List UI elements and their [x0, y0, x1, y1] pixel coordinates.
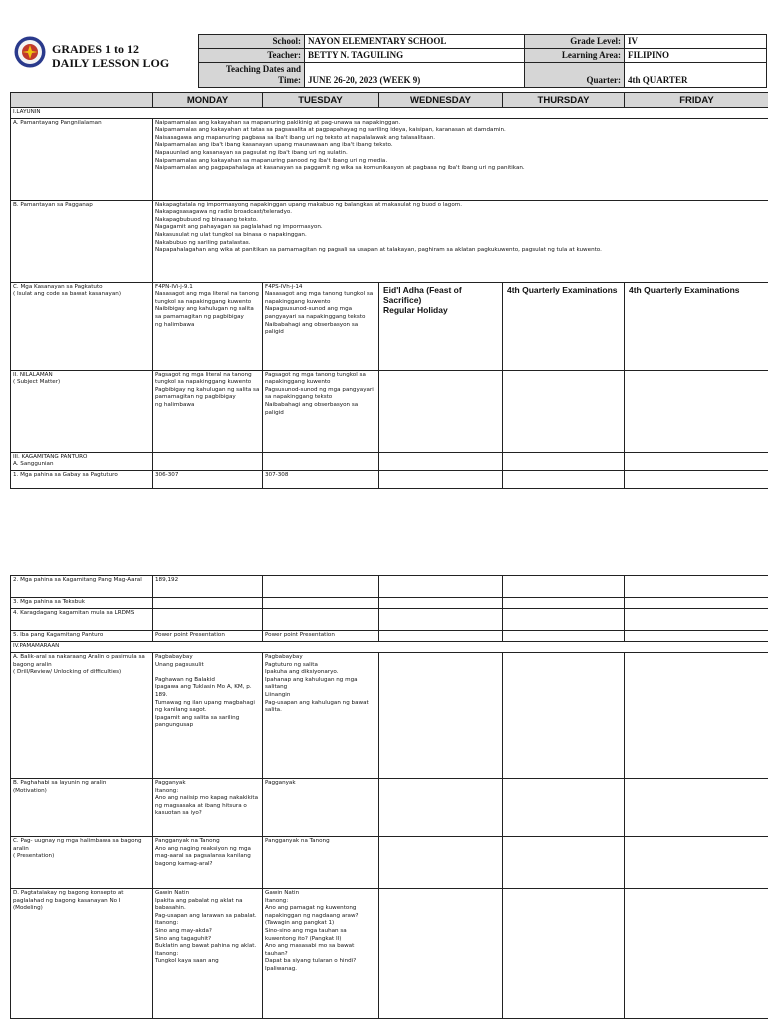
gabay-tuesday: 307-308	[263, 470, 379, 488]
kasanayan-monday: F4PN-IVi-j-9.1 Nasasagot ang mga literal na tanong tungkol sa napakinggang kuwento Naibibigay ang kahulugan ng salita sa pamamagitan ng pagbibigay ng halimbawa	[153, 282, 263, 370]
gabay-friday	[625, 470, 768, 488]
quarter-value: 4th QUARTER	[625, 63, 767, 88]
area-label: Learning Area:	[525, 49, 625, 63]
day-monday: MONDAY	[153, 93, 263, 108]
pamamaraan-heading: IV.PAMAMARAAN	[11, 642, 768, 653]
paghahabi-label: B. Paghahabi sa layunin ng aralin (Motivation)	[11, 779, 153, 837]
pamantayang-pangnilalaman-text: Naipamamalas ang kakayahan sa mapanuring pakikinig at pag-unawa sa napakinggan. Naipamamalas ang kakayahan at tatas sa pagsasalita at pagpapahayag ng sariling ideya, kaisipan, karanasan at damdamin. Naisasagawa ang mapanuring pagbasa sa iba't ibang uri ng teksto at napalalawak ang talasalitaan. Naipamamalas ang iba't ibang kasanayan upang maunawaan ang iba't ibang teksto. Napauunlad ang kasanayan sa pagsulat ng iba't ibang uri ng sulatin. Naipamamalas ang kakayahan sa mapanuring panood ng iba't ibang uri ng media. Naipamamalas ang pagpapahalaga at kasanayan sa paggamit ng wika sa komunikasyon at pagbasa ng iba't ibang uri ng panitikan.	[153, 118, 768, 200]
nilalaman-tuesday: Pagsagot ng mga tanong tungkol sa napakinggang kuwento Pagsusunod-sunod ng mga pangyayari sa napakinggang teksto Naibabahagi ang obserbasyon sa paligid	[263, 370, 379, 452]
layunin-heading: I.LAYUNIN	[11, 108, 768, 119]
kagamitang-wednesday	[379, 452, 503, 470]
lesson-log-table-continued	[10, 575, 768, 1019]
iba-pang-kagamitan-monday: Power point Presentation	[153, 631, 263, 642]
gabay-thursday	[503, 470, 625, 488]
teacher-label: Teacher:	[199, 49, 305, 63]
school-label: School:	[199, 35, 305, 49]
kasanayan-wednesday: Eid'l Adha (Feast of Sacrifice) Regular Holiday	[379, 282, 503, 370]
day-friday: FRIDAY	[625, 93, 768, 108]
pag-uugnay-tuesday: Pangganyak na Tanong	[263, 837, 379, 889]
nilalaman-friday	[625, 370, 768, 452]
gabay-wednesday	[379, 470, 503, 488]
kagamitang-panturo-label: III. KAGAMITANG PANTURO A. Sanggunian	[11, 452, 153, 470]
pagtatalakay-monday: Gawin Natin Ipakita ang pabalat ng aklat na babasahin. Pag-usapan ang larawan sa pabalat. Itanong: Sino ang may-akda? Sino ang tagaguhit? Buklatin ang bawat pahina ng aklat. Itanong: Tungkol kaya saan ang	[153, 889, 263, 1019]
pagtatalakay-tuesday: Gawin Natin Itanong: Ano ang pamagat ng kuwentong napakinggan ng nagdaang araw? (Tawagin ang pangkat 1) Sino-sino ang mga tauhan sa kuwentong ito? (Pangkat II) Ano ang masasabi mo sa bawat tauhan? Dapat ba siyang tularan o hindi? Ipaliwanag.	[263, 889, 379, 1019]
pamantayang-pangnilalaman-label: A. Pamantayang Pangnilalaman	[11, 118, 153, 200]
nilalaman-wednesday	[379, 370, 503, 452]
nilalaman-monday: Pagsagot ng mga literal na tanong tungkol sa napakinggang kuwento Pagbibigay ng kahulugan ng salita sa pamamagitan ng pagbibigay ng halimbawa	[153, 370, 263, 452]
day-wednesday: WEDNESDAY	[379, 93, 503, 108]
dates-label: Teaching Dates and Time:	[199, 63, 305, 88]
kagamitang-pang-mag-aaral-label: 2. Mga pahina sa Kagamitang Pang Mag-Aaral	[11, 576, 153, 598]
deped-seal-icon	[14, 36, 46, 68]
kagamitang-monday	[153, 452, 263, 470]
paghahabi-monday: Pagganyak Itanong: Ano ang naiisip mo kapag nakakikita ng magsasaka at ibang hitsura o kasuotan sa iyo?	[153, 779, 263, 837]
title-line-2: DAILY LESSON LOG	[52, 56, 170, 70]
nilalaman-thursday	[503, 370, 625, 452]
kasanayan-label: C. Mga Kasanayan sa Pagkatuto ( Isulat ang code sa bawat kasanayan)	[11, 282, 153, 370]
kagamitang-friday	[625, 452, 768, 470]
iba-pang-kagamitan-tuesday: Power point Presentation	[263, 631, 379, 642]
kagamitang-tuesday	[263, 452, 379, 470]
teksbuk-label: 3. Mga pahina sa Teksbuk	[11, 598, 153, 609]
lrdms-label: 4. Karagdagang kagamitan mula sa LRDMS	[11, 609, 153, 631]
grade-value: IV	[625, 35, 767, 49]
kasanayan-tuesday: F4PS-IVh-j-14 Nasasagot ang mga tanong tungkol sa napakinggang kuwento Napagsusunod-sunod ang mga pangyayari sa napakinggang teksto Naibabahagi ang obserbasyon sa paligid	[263, 282, 379, 370]
balik-aral-tuesday: Pagbabaybay Pagtuturo ng salita Ipakuha ang diksiyonaryo. Ipahanap ang kahulugan ng mga salitang Liinangin Pag-usapan ang kahulugan ng bawat salita.	[263, 653, 379, 779]
pagtatalakay-label: D. Pagtatalakay ng bagong konsepto at paglalahad ng bagong kasanayan No I (Modeling)	[11, 889, 153, 1019]
title-line-1: GRADES 1 to 12	[52, 42, 140, 56]
log-title	[52, 42, 169, 70]
pag-uugnay-monday: Pangganyak na Tanong Ano ang naging reaksiyon ng mga mag-aaral sa pagsalansa kanilang bagong kamag-aral?	[153, 837, 263, 889]
gabay-monday: 306-307	[153, 470, 263, 488]
pamantayan-pagganap-label: B. Pamantayan sa Pagganap	[11, 200, 153, 282]
balik-aral-monday: Pagbabaybay Unang pagsusulit Paghawan ng Balakid Ipagawa ang Tuklasin Mo A, KM, p. 189. Tumawag ng ilan upang magbahagi ng kanilang sagot. Ipagamit ang salita sa sariling pangungusap	[153, 653, 263, 779]
kasanayan-friday: 4th Quarterly Examinations	[625, 282, 768, 370]
kagamitang-thursday	[503, 452, 625, 470]
paghahabi-tuesday: Pagganyak	[263, 779, 379, 837]
teacher-value: BETTY N. TAGUILING	[305, 49, 525, 63]
quarter-label: Quarter:	[525, 63, 625, 88]
pamantayan-pagganap-text: Nakapagtatala ng impormasyong napakinggan upang makabuo ng balangkas at makasulat ng buod o lagom. Nakapagsasagawa ng radio broadcast/teleradyo. Nakapagbubuod ng binasang teksto. Nagagamit ang pahayagan sa paglalahad ng impormasyon. Nakasusulat ng ulat tungkol sa binasa o napakinggan. Nakabubuo ng sariling patalastas. Napapahalagahan ang wika at panitikan sa pamamagitan ng pagsali sa usapan at talakayan, paghiram sa aklatan pagkukuwento, pagsulat ng tula at kuwento.	[153, 200, 768, 282]
grade-label: Grade Level:	[525, 35, 625, 49]
lesson-log-table	[10, 92, 768, 489]
dates-value: JUNE 26-20, 2023 (WEEK 9)	[305, 63, 525, 88]
area-value: FILIPINO	[625, 49, 767, 63]
header-info-table	[198, 34, 767, 88]
pag-uugnay-label: C. Pag- uugnay ng mga halimbawa sa bagong aralin ( Presentation)	[11, 837, 153, 889]
kagamitang-pang-mag-aaral-monday: 189,192	[153, 576, 263, 598]
nilalaman-label: II. NILALAMAN ( Subject Matter)	[11, 370, 153, 452]
school-value: NAYON ELEMENTARY SCHOOL	[305, 35, 525, 49]
kasanayan-thursday: 4th Quarterly Examinations	[503, 282, 625, 370]
balik-aral-label: A. Balik-aral sa nakaraang Aralin o pasimula sa bagong aralin ( Drill/Review/ Unlocking of difficulties)	[11, 653, 153, 779]
iba-pang-kagamitan-label: 5. Iba pang Kagamitang Panturo	[11, 631, 153, 642]
day-thursday: THURSDAY	[503, 93, 625, 108]
gabay-label: 1. Mga pahina sa Gabay sa Pagtuturo	[11, 470, 153, 488]
corner-cell	[11, 93, 153, 108]
day-tuesday: TUESDAY	[263, 93, 379, 108]
